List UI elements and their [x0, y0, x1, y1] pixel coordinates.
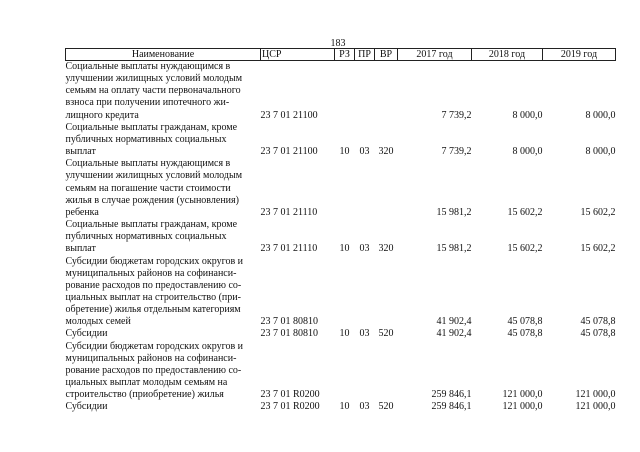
cell-2019: 121 000,0	[575, 401, 616, 413]
cell-2017: 259 846,1	[431, 389, 472, 401]
name-line: публичных нормативных социальных	[65, 231, 227, 243]
cell-2018: 8 000,0	[512, 109, 543, 121]
cell-name	[66, 122, 261, 158]
cell-vr	[375, 61, 398, 122]
cell-pr	[355, 61, 375, 122]
cell-2017: 15 981,2	[436, 206, 472, 218]
cell-vr	[375, 158, 398, 219]
cell-vr: 520	[378, 328, 394, 340]
cell-2017: 15 981,2	[436, 243, 472, 255]
name-line: Социальные выплаты нуждающимся в	[65, 158, 231, 170]
table-body	[66, 61, 616, 414]
cell-pr	[355, 256, 375, 329]
cell-2019: 15 602,2	[580, 206, 616, 218]
cell-2018: 15 602,2	[507, 206, 543, 218]
table-row	[66, 341, 616, 402]
cell-rz: 10	[339, 328, 350, 340]
cell-name	[66, 341, 261, 402]
name-line: Субсидии	[65, 328, 108, 340]
header-2018: 2018 год	[472, 49, 543, 61]
cell-2017: 41 902,4	[436, 328, 472, 340]
cell-2018: 8 000,0	[512, 146, 543, 158]
header-2017: 2017 год	[398, 49, 472, 61]
cell-pr: 03	[359, 146, 370, 158]
cell-2019: 45 078,8	[580, 328, 616, 340]
name-line: Субсидии бюджетам городских округов и	[65, 340, 244, 352]
cell-csr: 23 7 01 R0200	[260, 401, 320, 413]
header-pr: ПР	[355, 49, 375, 61]
name-line: улучшении жилищных условий молодым	[65, 73, 243, 85]
table-row	[66, 61, 616, 122]
header-vr: ВР	[375, 49, 398, 61]
cell-pr	[355, 341, 375, 402]
name-line: Социальные выплаты гражданам, кроме	[65, 219, 238, 231]
name-line: муниципальных районов на софинанси-	[65, 352, 237, 364]
cell-rz: 10	[339, 243, 350, 255]
cell-2018: 45 078,8	[507, 316, 543, 328]
cell-name	[66, 158, 261, 219]
name-line: муниципальных районов на софинанси-	[65, 267, 237, 279]
name-line: лищного кредита	[65, 109, 139, 121]
table-row	[66, 122, 616, 158]
cell-2017: 41 902,4	[436, 316, 472, 328]
table-row	[66, 219, 616, 255]
cell-csr: 23 7 01 80810	[260, 328, 318, 340]
name-line: рование расходов по предоставлению со-	[65, 279, 242, 291]
cell-pr: 03	[359, 401, 370, 413]
name-line: ребенка	[65, 206, 99, 218]
cell-vr	[375, 341, 398, 402]
cell-rz	[335, 341, 355, 402]
name-line: взноса при получении ипотечного жи-	[65, 97, 230, 109]
table-row	[66, 328, 616, 340]
name-line: выплат	[65, 146, 96, 158]
cell-2018: 121 000,0	[502, 401, 543, 413]
cell-pr	[355, 158, 375, 219]
cell-2018: 121 000,0	[502, 389, 543, 401]
cell-vr: 320	[378, 243, 394, 255]
cell-vr	[375, 256, 398, 329]
cell-2019: 8 000,0	[585, 109, 616, 121]
cell-csr: 23 7 01 21100	[260, 109, 318, 121]
name-line: молодых семей	[65, 316, 131, 328]
cell-name	[66, 219, 261, 255]
name-line: Субсидии бюджетам городских округов и	[65, 255, 244, 267]
header-name: Наименование	[66, 49, 261, 61]
cell-2018: 45 078,8	[507, 328, 543, 340]
name-line: семьям на оплату части первоначального	[65, 85, 241, 97]
table-row	[66, 256, 616, 329]
cell-pr: 03	[359, 243, 370, 255]
cell-csr: 23 7 01 21110	[260, 243, 318, 255]
cell-name	[66, 401, 261, 413]
name-line: циальных выплат на строительство (при-	[65, 291, 241, 303]
name-line: улучшении жилищных условий молодым	[65, 170, 243, 182]
name-line: Социальные выплаты гражданам, кроме	[65, 121, 238, 133]
cell-2019: 15 602,2	[580, 243, 616, 255]
name-line: строительство (приобретение) жилья	[65, 389, 224, 401]
cell-rz	[335, 256, 355, 329]
cell-2018: 15 602,2	[507, 243, 543, 255]
cell-csr: 23 7 01 80810	[260, 316, 318, 328]
name-line: Субсидии	[65, 401, 108, 413]
name-line: рование расходов по предоставлению со-	[65, 364, 242, 376]
cell-2017: 7 739,2	[441, 109, 472, 121]
table-row	[66, 158, 616, 219]
name-line: выплат	[65, 243, 96, 255]
cell-name	[66, 256, 261, 329]
header-csr: ЦСР	[261, 49, 335, 61]
cell-rz	[335, 61, 355, 122]
name-line: циальных выплат молодым семьям на	[65, 377, 228, 389]
header-rz: РЗ	[335, 49, 355, 61]
cell-rz: 10	[339, 146, 350, 158]
name-line: Социальные выплаты нуждающимся в	[65, 61, 231, 72]
cell-csr: 23 7 01 21100	[260, 146, 318, 158]
cell-pr: 03	[359, 328, 370, 340]
header-2019: 2019 год	[543, 49, 616, 61]
cell-2017: 259 846,1	[431, 401, 472, 413]
page-number: 183	[330, 38, 346, 49]
cell-vr: 320	[378, 146, 394, 158]
cell-rz	[335, 158, 355, 219]
cell-rz: 10	[339, 401, 350, 413]
name-line: публичных нормативных социальных	[65, 133, 227, 145]
cell-vr: 520	[378, 401, 394, 413]
cell-2019: 8 000,0	[585, 146, 616, 158]
budget-table	[65, 48, 616, 414]
cell-name	[66, 328, 261, 340]
cell-2019: 45 078,8	[580, 316, 616, 328]
cell-csr: 23 7 01 R0200	[260, 389, 320, 401]
table-header-row	[66, 49, 616, 61]
name-line: обретение) жилья отдельным категориям	[65, 304, 241, 316]
cell-csr: 23 7 01 21110	[260, 206, 318, 218]
cell-2017: 7 739,2	[441, 146, 472, 158]
cell-2019: 121 000,0	[575, 389, 616, 401]
cell-name	[66, 61, 261, 122]
name-line: жилья в случае рождения (усыновления)	[65, 194, 239, 206]
name-line: семьям на погашение части стоимости	[65, 182, 231, 194]
table-row	[66, 401, 616, 413]
